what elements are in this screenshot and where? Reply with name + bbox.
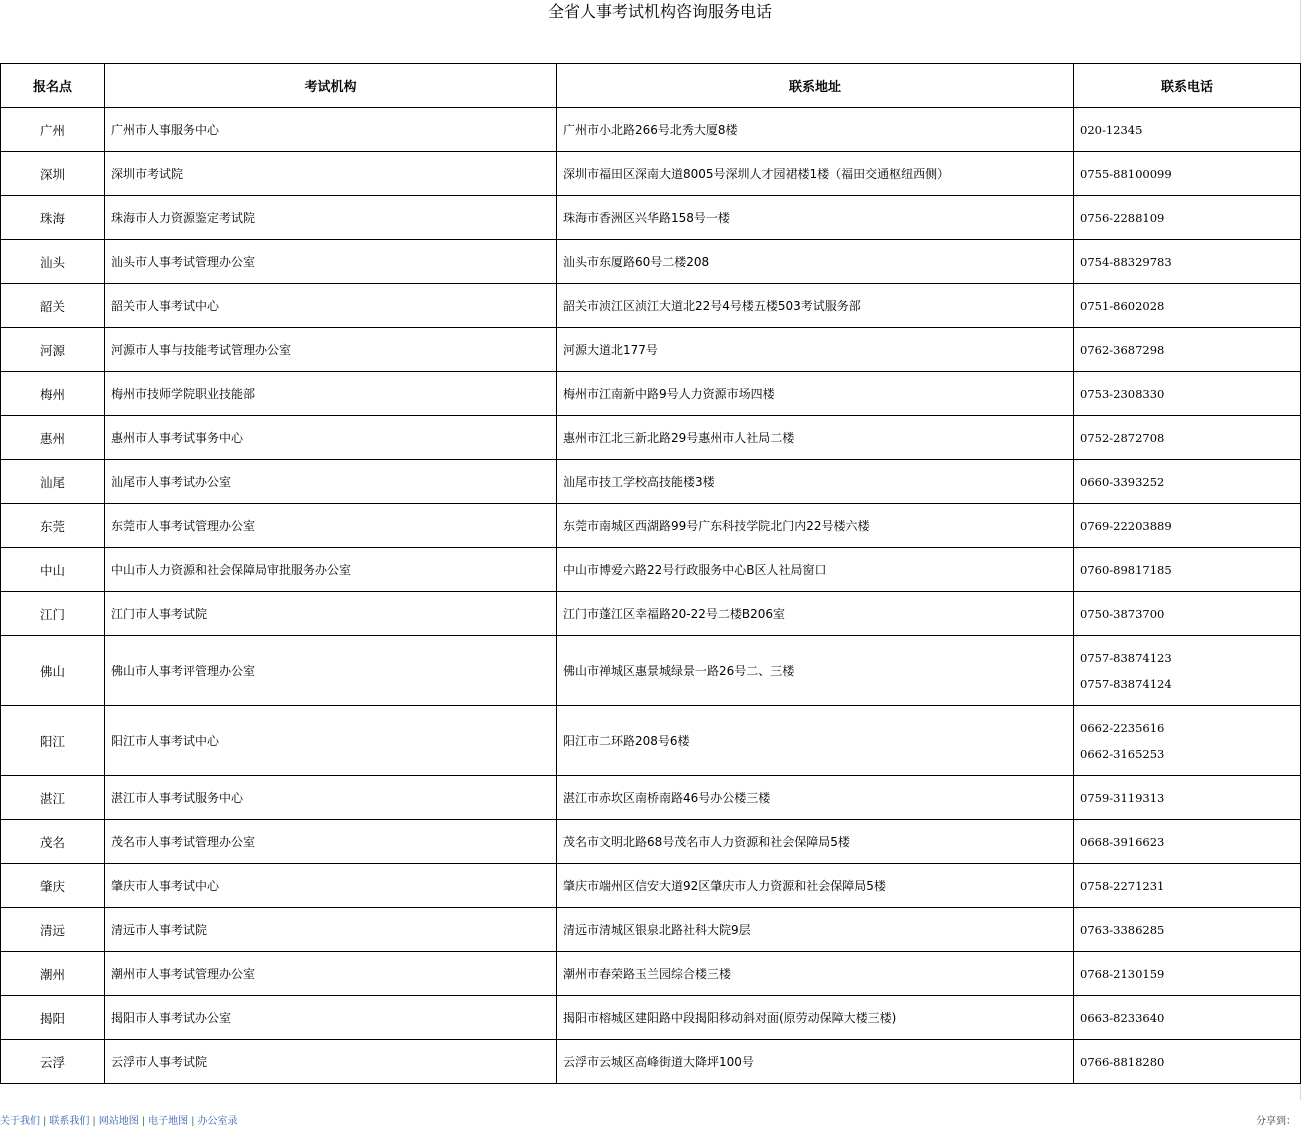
share-label: 分享到： bbox=[1256, 1116, 1296, 1127]
city-cell: 阳江 bbox=[1, 706, 105, 776]
org-cell: 揭阳市人事考试办公室 bbox=[105, 996, 557, 1040]
table-row bbox=[1, 284, 1301, 328]
phone-cell bbox=[1074, 776, 1301, 820]
table-row bbox=[1, 504, 1301, 548]
table-row bbox=[1, 240, 1301, 284]
table-row bbox=[1, 908, 1301, 952]
phone-cell bbox=[1074, 548, 1301, 592]
phone-number: 0762-3687298 bbox=[1080, 342, 1165, 357]
address-cell: 惠州市江北三新北路29号惠州市人社局二楼 bbox=[557, 416, 1074, 460]
page-title: 全省人事考试机构咨询服务电话 bbox=[547, 2, 772, 21]
phone-number: 020-12345 bbox=[1080, 122, 1143, 137]
city-cell: 潮州 bbox=[1, 952, 105, 996]
phone-cell bbox=[1074, 592, 1301, 636]
table-row bbox=[1, 776, 1301, 820]
table-row bbox=[1, 152, 1301, 196]
address-cell: 深圳市福田区深南大道8005号深圳人才园裙楼1楼（福田交通枢纽西侧） bbox=[557, 152, 1074, 196]
phone-cell bbox=[1074, 196, 1301, 240]
city-cell: 清远 bbox=[1, 908, 105, 952]
phone-cell bbox=[1074, 908, 1301, 952]
phone-number: 0763-3386285 bbox=[1080, 922, 1165, 937]
city-cell: 湛江 bbox=[1, 776, 105, 820]
phone-cell bbox=[1074, 996, 1301, 1040]
phone-cell bbox=[1074, 284, 1301, 328]
city-cell: 惠州 bbox=[1, 416, 105, 460]
address-cell: 潮州市春荣路玉兰园综合楼三楼 bbox=[557, 952, 1074, 996]
address-cell: 湛江市赤坎区南桥南路46号办公楼三楼 bbox=[557, 776, 1074, 820]
phone-cell bbox=[1074, 864, 1301, 908]
address-cell: 肇庆市端州区信安大道92区肇庆市人力资源和社会保障局5楼 bbox=[557, 864, 1074, 908]
table-row bbox=[1, 108, 1301, 152]
address-cell: 揭阳市榕城区建阳路中段揭阳移动斜对面(原劳动保障大楼三楼) bbox=[557, 996, 1074, 1040]
phone-number: 0758-2271231 bbox=[1080, 878, 1165, 893]
table-row bbox=[1, 328, 1301, 372]
phone-cell bbox=[1074, 152, 1301, 196]
org-cell: 汕头市人事考试管理办公室 bbox=[105, 240, 557, 284]
phone-number: 0750-3873700 bbox=[1080, 606, 1165, 621]
phone-cell bbox=[1074, 240, 1301, 284]
city-cell: 肇庆 bbox=[1, 864, 105, 908]
address-cell: 珠海市香洲区兴华路158号一楼 bbox=[557, 196, 1074, 240]
footer-separator: | bbox=[43, 1116, 47, 1127]
phone-cell bbox=[1074, 952, 1301, 996]
phone-number: 0754-88329783 bbox=[1080, 254, 1172, 269]
phone-number: 0668-3916623 bbox=[1080, 834, 1165, 849]
footer-separator: | bbox=[92, 1116, 96, 1127]
footer-link[interactable]: 关于我们 bbox=[0, 1116, 40, 1127]
city-cell: 深圳 bbox=[1, 152, 105, 196]
city-cell: 揭阳 bbox=[1, 996, 105, 1040]
address-cell: 阳江市二环路208号6楼 bbox=[557, 706, 1074, 776]
city-cell: 茂名 bbox=[1, 820, 105, 864]
table-row bbox=[1, 636, 1301, 706]
address-cell: 汕尾市技工学校高技能楼3楼 bbox=[557, 460, 1074, 504]
table-header-row bbox=[1, 64, 1301, 108]
city-cell: 云浮 bbox=[1, 1040, 105, 1084]
address-cell: 韶关市浈江区浈江大道北22号4号楼五楼503考试服务部 bbox=[557, 284, 1074, 328]
header-org: 考试机构 bbox=[105, 64, 557, 108]
footer-separator: | bbox=[141, 1116, 146, 1127]
org-cell: 云浮市人事考试院 bbox=[105, 1040, 557, 1084]
table-row bbox=[1, 592, 1301, 636]
phone-cell bbox=[1074, 416, 1301, 460]
org-cell: 潮州市人事考试管理办公室 bbox=[105, 952, 557, 996]
table-row bbox=[1, 1040, 1301, 1084]
phone-number: 0769-22203889 bbox=[1080, 518, 1172, 533]
org-cell: 惠州市人事考试事务中心 bbox=[105, 416, 557, 460]
org-cell: 珠海市人力资源鉴定考试院 bbox=[105, 196, 557, 240]
address-cell: 广州市小北路266号北秀大厦8楼 bbox=[557, 108, 1074, 152]
phone-number: 0662-2235616 bbox=[1080, 720, 1165, 735]
phone-cell bbox=[1074, 504, 1301, 548]
city-cell: 广州 bbox=[1, 108, 105, 152]
phone-number: 0756-2288109 bbox=[1080, 210, 1165, 225]
address-cell: 梅州市江南新中路9号人力资源市场四楼 bbox=[557, 372, 1074, 416]
phone-cell bbox=[1074, 108, 1301, 152]
address-cell: 云浮市云城区高峰街道大降坪100号 bbox=[557, 1040, 1074, 1084]
phone-number: 0663-8233640 bbox=[1080, 1010, 1165, 1025]
phone-number: 0755-88100099 bbox=[1080, 166, 1172, 181]
org-cell: 韶关市人事考试中心 bbox=[105, 284, 557, 328]
address-cell: 中山市博爱六路22号行政服务中心B区人社局窗口 bbox=[557, 548, 1074, 592]
city-cell: 佛山 bbox=[1, 636, 105, 706]
city-cell: 汕尾 bbox=[1, 460, 105, 504]
address-cell: 汕头市东厦路60号二楼208 bbox=[557, 240, 1074, 284]
phone-number: 0768-2130159 bbox=[1080, 966, 1165, 981]
city-cell: 珠海 bbox=[1, 196, 105, 240]
phone-cell bbox=[1074, 636, 1301, 706]
city-cell: 河源 bbox=[1, 328, 105, 372]
org-cell: 湛江市人事考试服务中心 bbox=[105, 776, 557, 820]
phone-number: 0757-83874123 bbox=[1080, 650, 1172, 665]
org-cell: 肇庆市人事考试中心 bbox=[105, 864, 557, 908]
phone-cell bbox=[1074, 372, 1301, 416]
city-cell: 汕头 bbox=[1, 240, 105, 284]
phone-number: 0757-83874124 bbox=[1080, 676, 1172, 691]
table-row bbox=[1, 548, 1301, 592]
phone-number: 0760-89817185 bbox=[1080, 562, 1172, 577]
table-row bbox=[1, 996, 1301, 1040]
org-cell: 广州市人事服务中心 bbox=[105, 108, 557, 152]
city-cell: 中山 bbox=[1, 548, 105, 592]
footer-link[interactable]: 联系我们 bbox=[49, 1116, 90, 1127]
phone-cell bbox=[1074, 706, 1301, 776]
phone-number: 0662-3165253 bbox=[1080, 746, 1165, 761]
org-cell: 深圳市考试院 bbox=[105, 152, 557, 196]
table-row bbox=[1, 372, 1301, 416]
org-cell: 东莞市人事考试管理办公室 bbox=[105, 504, 557, 548]
org-cell: 佛山市人事考评管理办公室 bbox=[105, 636, 557, 706]
phone-cell bbox=[1074, 328, 1301, 372]
org-cell: 中山市人力资源和社会保障局审批服务办公室 bbox=[105, 548, 557, 592]
table-row bbox=[1, 460, 1301, 504]
table-body bbox=[1, 108, 1301, 1084]
org-cell: 汕尾市人事考试办公室 bbox=[105, 460, 557, 504]
phone-number: 0753-2308330 bbox=[1080, 386, 1165, 401]
phone-cell bbox=[1074, 820, 1301, 864]
address-cell: 佛山市禅城区惠景城绿景一路26号二、三楼 bbox=[557, 636, 1074, 706]
phone-cell bbox=[1074, 1040, 1301, 1084]
city-cell: 韶关 bbox=[1, 284, 105, 328]
footer-separator: | bbox=[191, 1116, 195, 1127]
address-cell: 清远市清城区银泉北路社科大院9层 bbox=[557, 908, 1074, 952]
phone-number: 0751-8602028 bbox=[1080, 298, 1165, 313]
org-cell: 阳江市人事考试中心 bbox=[105, 706, 557, 776]
table-row bbox=[1, 864, 1301, 908]
org-cell: 清远市人事考试院 bbox=[105, 908, 557, 952]
header-address: 联系地址 bbox=[557, 64, 1074, 108]
city-cell: 梅州 bbox=[1, 372, 105, 416]
org-cell: 河源市人事与技能考试管理办公室 bbox=[105, 328, 557, 372]
city-cell: 江门 bbox=[1, 592, 105, 636]
org-cell: 江门市人事考试院 bbox=[105, 592, 557, 636]
footer-link[interactable]: 办公室录 bbox=[197, 1116, 238, 1127]
table-row bbox=[1, 416, 1301, 460]
phone-number: 0752-2872708 bbox=[1080, 430, 1165, 445]
phone-cell bbox=[1074, 460, 1301, 504]
header-phone: 联系电话 bbox=[1074, 64, 1301, 108]
footer-link[interactable]: 电子地图 bbox=[148, 1116, 189, 1127]
org-cell: 梅州市技师学院职业技能部 bbox=[105, 372, 557, 416]
address-cell: 茂名市文明北路68号茂名市人力资源和社会保障局5楼 bbox=[557, 820, 1074, 864]
address-cell: 江门市蓬江区幸福路20-22号二楼B206室 bbox=[557, 592, 1074, 636]
phone-number: 0660-3393252 bbox=[1080, 474, 1165, 489]
city-cell: 东莞 bbox=[1, 504, 105, 548]
table-row bbox=[1, 952, 1301, 996]
address-cell: 河源大道北177号 bbox=[557, 328, 1074, 372]
phone-number: 0766-8818280 bbox=[1080, 1054, 1165, 1069]
footer-link[interactable]: 网站地图 bbox=[98, 1116, 139, 1127]
header-city: 报名点 bbox=[1, 64, 105, 108]
address-cell: 东莞市南城区西湖路99号广东科技学院北门内22号楼六楼 bbox=[557, 504, 1074, 548]
table-row bbox=[1, 196, 1301, 240]
phone-number: 0759-3119313 bbox=[1080, 790, 1165, 805]
org-cell: 茂名市人事考试管理办公室 bbox=[105, 820, 557, 864]
table-row bbox=[1, 820, 1301, 864]
table-row bbox=[1, 706, 1301, 776]
contact-table bbox=[0, 63, 1301, 1084]
